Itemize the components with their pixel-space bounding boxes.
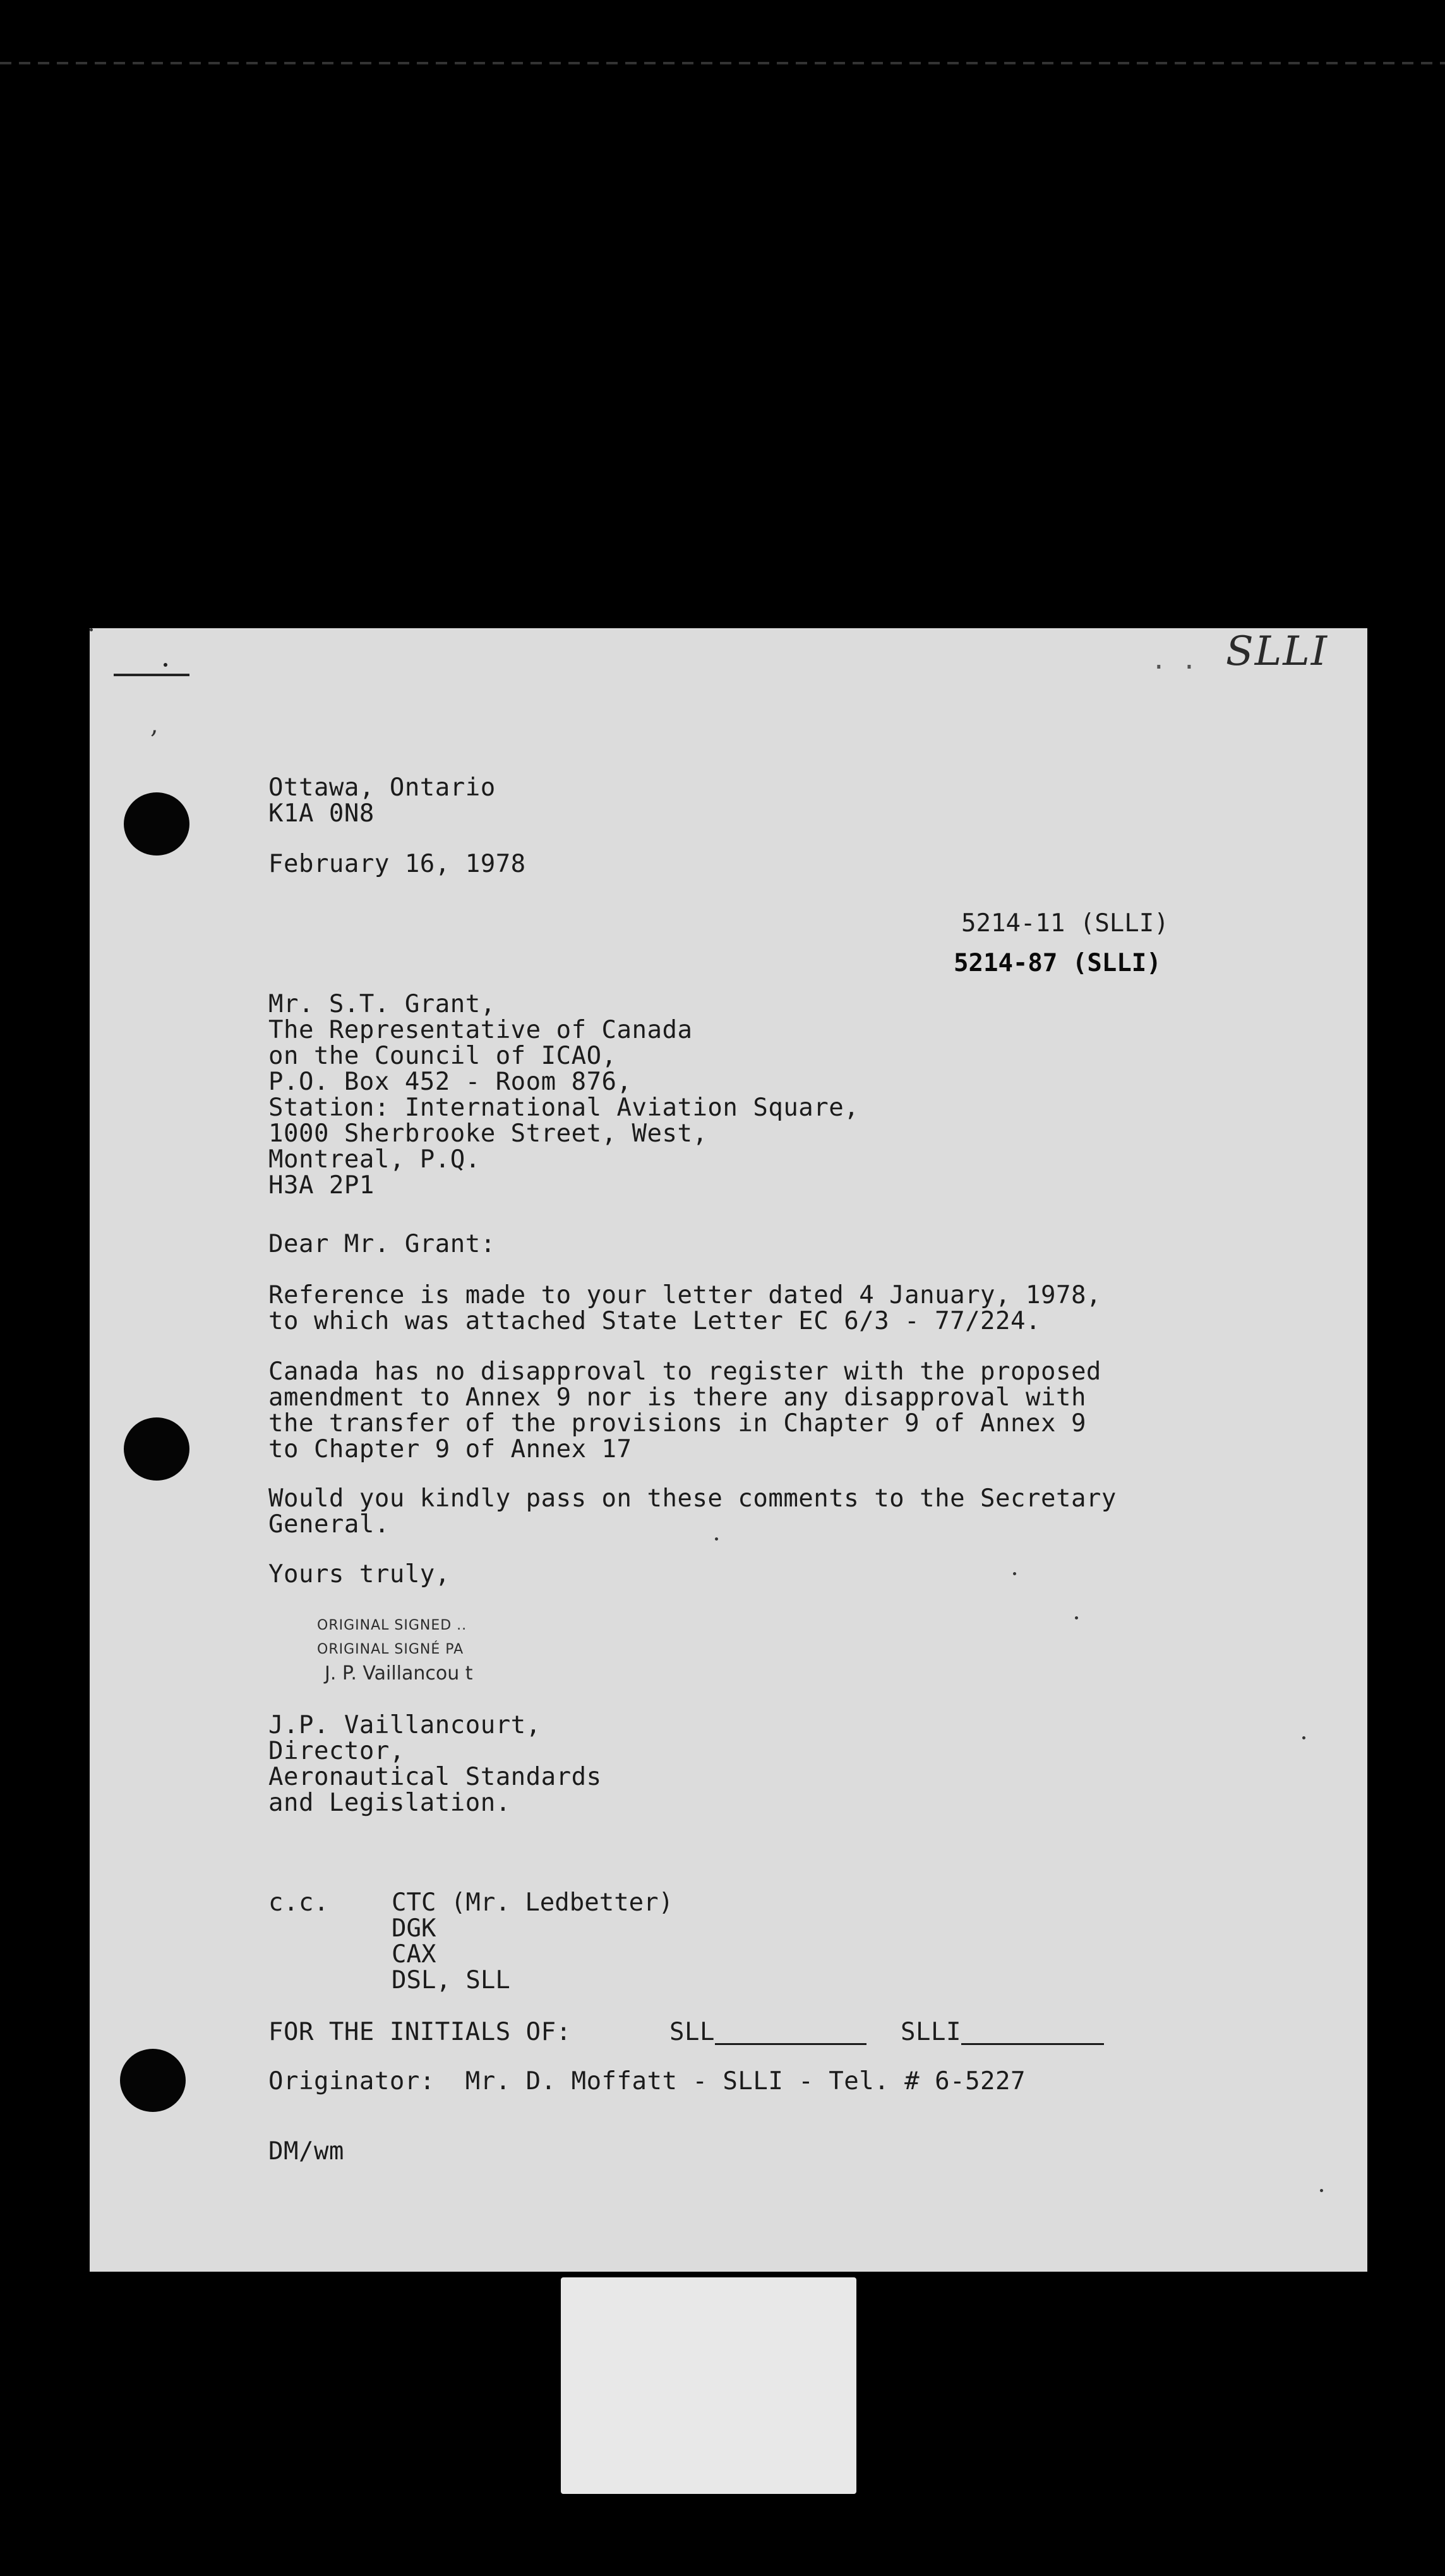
typist-reference: DM/wm bbox=[268, 2137, 344, 2166]
paper-speck bbox=[715, 1537, 718, 1541]
recipient-line: H3A 2P1 bbox=[268, 1171, 375, 1200]
initials-slot-2-label: SLLI bbox=[901, 2018, 961, 2046]
recipient-line: on the Council of ICAO, bbox=[268, 1042, 617, 1070]
closing: Yours truly, bbox=[268, 1560, 450, 1589]
recipient-line: P.O. Box 452 - Room 876, bbox=[268, 1068, 632, 1096]
margin-tick-mark: , bbox=[150, 710, 159, 739]
margin-line-mark bbox=[114, 674, 189, 676]
initials-slot-1-blank bbox=[715, 2043, 866, 2045]
paper-speck bbox=[90, 628, 93, 631]
signature-stamp-line: ORIGINAL SIGNED .. bbox=[317, 1618, 467, 1633]
letter-date: February 16, 1978 bbox=[268, 850, 526, 878]
body-paragraph-2-line: the transfer of the provisions in Chapter 9 of Annex 9 bbox=[268, 1409, 1086, 1438]
scan-edge-line bbox=[0, 62, 1445, 64]
signature-stamp-name: J. P. Vaillancou t bbox=[325, 1662, 473, 1685]
body-paragraph-1-line: to which was attached State Letter EC 6/3 - 77/224. bbox=[268, 1307, 1041, 1335]
recipient-line: The Representative of Canada bbox=[268, 1016, 693, 1044]
file-reference-secondary: 5214-87 (SLLI) bbox=[954, 949, 1161, 977]
handwritten-file-code: SLLI bbox=[1225, 628, 1328, 675]
blank-card bbox=[561, 2277, 856, 2494]
initials-slot-1-label: SLL bbox=[669, 2018, 715, 2046]
cc-recipient: CTC (Mr. Ledbetter) bbox=[392, 1888, 674, 1917]
recipient-line: 1000 Sherbrooke Street, West, bbox=[268, 1119, 708, 1148]
signatory-line: J.P. Vaillancourt, bbox=[268, 1711, 541, 1739]
cc-label: c.c. bbox=[268, 1888, 329, 1917]
margin-dot-mark bbox=[164, 663, 167, 667]
stray-dots: . . bbox=[1151, 646, 1197, 675]
body-paragraph-3-line: General. bbox=[268, 1510, 390, 1539]
paper-speck bbox=[1320, 2189, 1323, 2192]
salutation: Dear Mr. Grant: bbox=[268, 1230, 496, 1258]
cc-recipient: DSL, SLL bbox=[392, 1966, 510, 1995]
signature-stamp-line: ORIGINAL SIGNÉ PA bbox=[317, 1642, 464, 1657]
cc-recipient: CAX bbox=[392, 1940, 436, 1969]
cc-recipient: DGK bbox=[392, 1914, 436, 1943]
originator-line: Originator: Mr. D. Moffatt - SLLI - Tel. # 6-5227 bbox=[268, 2067, 1026, 2096]
body-paragraph-1-line: Reference is made to your letter dated 4 January, 1978, bbox=[268, 1281, 1101, 1309]
punch-hole-top bbox=[124, 792, 189, 856]
body-paragraph-2-line: Canada has no disapproval to register with the proposed bbox=[268, 1357, 1101, 1386]
letter-page bbox=[90, 628, 1367, 2272]
sender-city: Ottawa, Ontario bbox=[268, 773, 496, 802]
punch-hole-middle bbox=[124, 1417, 189, 1481]
signatory-line: Director, bbox=[268, 1737, 405, 1765]
paper-speck bbox=[1013, 1572, 1016, 1575]
body-paragraph-2-line: amendment to Annex 9 nor is there any disapproval with bbox=[268, 1383, 1086, 1412]
recipient-line: Montreal, P.Q. bbox=[268, 1145, 481, 1174]
sender-postal-code: K1A 0N8 bbox=[268, 799, 375, 828]
recipient-line: Station: International Aviation Square, bbox=[268, 1094, 860, 1122]
paper-speck bbox=[1302, 1736, 1305, 1739]
paper-speck bbox=[1075, 1616, 1078, 1619]
initials-slot-2-blank bbox=[961, 2043, 1104, 2045]
punch-hole-bottom bbox=[120, 2049, 186, 2112]
initials-label: FOR THE INITIALS OF: bbox=[268, 2018, 572, 2046]
file-reference-primary: 5214-11 (SLLI) bbox=[961, 909, 1169, 938]
body-paragraph-2-line: to Chapter 9 of Annex 17 bbox=[268, 1435, 632, 1464]
recipient-line: Mr. S.T. Grant, bbox=[268, 990, 496, 1018]
signatory-line: Aeronautical Standards bbox=[268, 1763, 602, 1791]
body-paragraph-3-line: Would you kindly pass on these comments to the Secretary bbox=[268, 1484, 1117, 1513]
signatory-line: and Legislation. bbox=[268, 1789, 511, 1817]
